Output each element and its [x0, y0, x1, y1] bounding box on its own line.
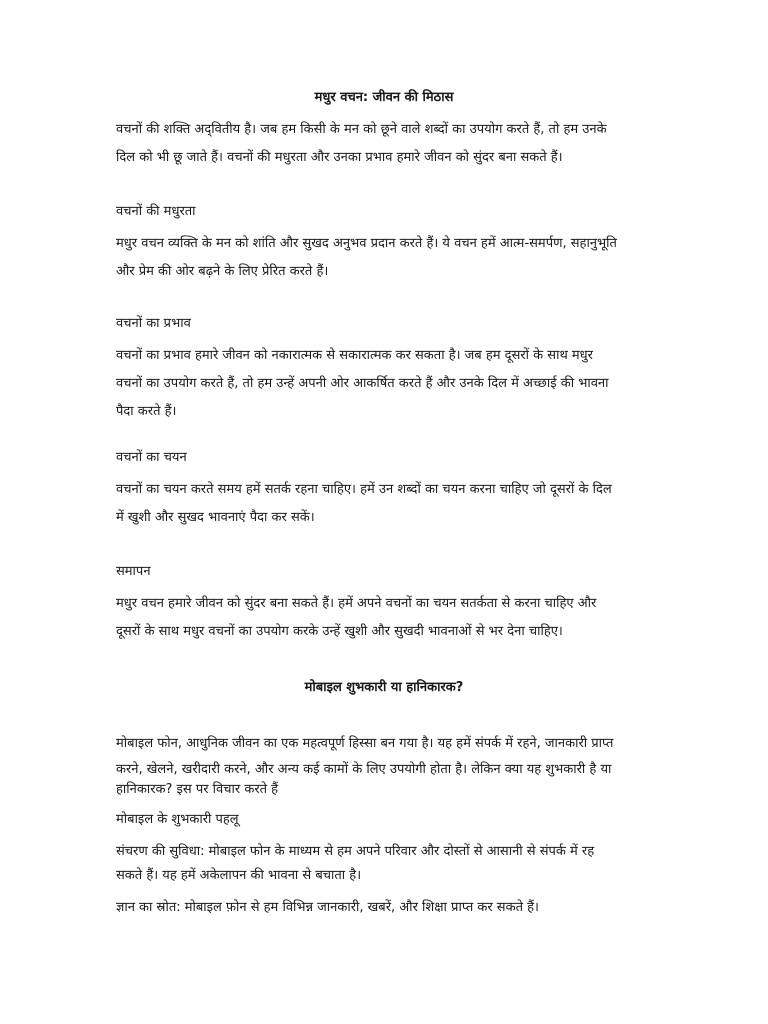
conclusion-line-1: मधुर वचन हमारे जीवन को सुंदर बना सकते हैं। हमें अपने वचनों का चयन सतर्कता से करना चाहिए और — [116, 596, 597, 611]
section-heading-selection: वचनों का चयन — [116, 450, 187, 465]
conclusion-line-2: दूसरों के साथ मधुर वचनों का उपयोग करके उन्हें खुशी और सुखदी भावनाओं से भर देना चाहिए। — [116, 624, 563, 639]
selection-line-1: वचनों का चयन करते समय हमें सतर्क रहना चाहिए। हमें उन शब्दों का चयन करना चाहिए जो दूसरों के दिल — [116, 482, 612, 497]
mobile-benefit-1-line-1: संचरण की सुविधा: मोबाइल फोन के माध्यम से हम अपने परिवार और दोस्तों से आसानी से संपर्क में रह — [116, 844, 595, 859]
selection-line-2: में खुशी और सुखद भावनाएं पैदा कर सकें। — [116, 510, 315, 525]
mobile-benefit-2: ज्ञान का स्रोत: मोबाइल फ़ोन से हम विभिन्न जानकारी, खबरें, और शिक्षा प्राप्त कर सकते हैं। — [116, 900, 539, 915]
intro-line-2: दिल को भी छू जाते हैं। वचनों की मधुरता और उनका प्रभाव हमारे जीवन को सुंदर बना सकते हैं। — [116, 150, 563, 165]
mobile-intro-line-2: करने, खेलने, खरीदारी करने, और अन्य कई कामों के लिए उपयोगी होता है। लेकिन क्या यह शुभकारी है या — [116, 762, 612, 777]
sweetness-line-2: और प्रेम की ओर बढ़ने के लिए प्रेरित करते हैं। — [116, 264, 329, 279]
section-heading-impact: वचनों का प्रभाव — [116, 316, 191, 331]
impact-line-2: वचनों का उपयोग करते हैं, तो हम उन्हें अपनी ओर आकर्षित करते हैं और उनके दिल में अच्छाई की भावना — [116, 376, 609, 391]
article-title-mobile: मोबाइल शुभकारी या हानिकारक? — [304, 680, 464, 695]
mobile-benefits-subheading: मोबाइल के शुभकारी पहलू — [116, 812, 239, 827]
intro-line-1: वचनों की शक्ति अद्‌वितीय है। जब हम किसी के मन को छूने वाले शब्दों का उपयोग करते हैं, तो हम उनके — [116, 122, 607, 137]
section-heading-sweetness: वचनों की मधुरता — [116, 204, 196, 219]
article-title-sweet-words: मधुर वचन: जीवन की मिठास — [314, 90, 454, 105]
sweetness-line-1: मधुर वचन व्यक्ति के मन को शांति और सुखद अनुभव प्रदान करते हैं। ये वचन हमें आत्म-समर्पण, सहानुभूति — [116, 236, 617, 251]
impact-line-1: वचनों का प्रभाव हमारे जीवन को नकारात्मक से सकारात्मक कर सकता है। जब हम दूसरों के साथ मधुर — [116, 348, 593, 363]
impact-line-3: पैदा करते हैं। — [116, 404, 177, 419]
mobile-benefit-1-line-2: सकते हैं। यह हमें अकेलापन की भावना से बचाता है। — [116, 868, 362, 883]
mobile-intro-line-3: हानिकारक? इस पर विचार करते हैं — [116, 782, 279, 797]
section-heading-conclusion: समापन — [116, 564, 151, 579]
mobile-intro-line-1: मोबाइल फोन, आधुनिक जीवन का एक महत्वपूर्ण हिस्सा बन गया है। यह हमें संपर्क में रहने, जानकारी प्राप्त — [116, 736, 614, 751]
